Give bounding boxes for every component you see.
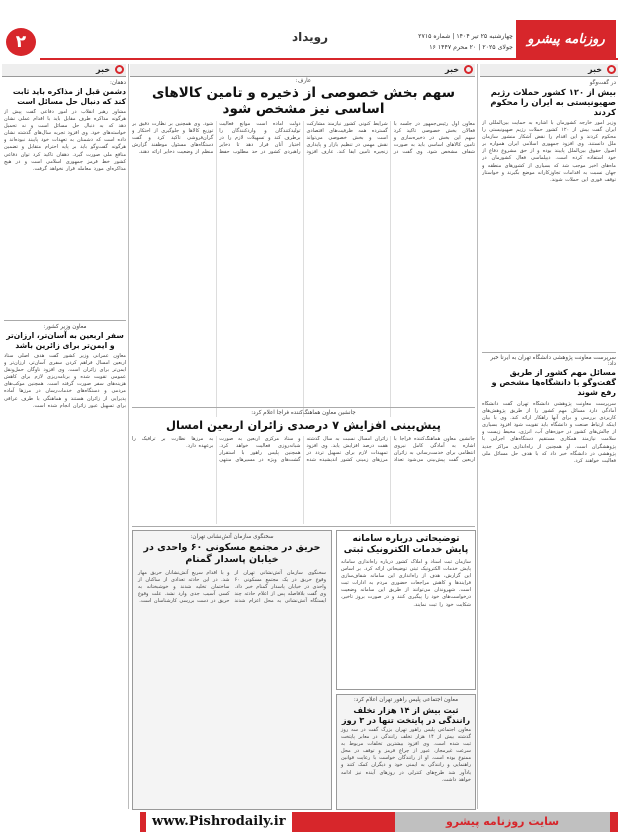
website-link[interactable]: www.Pishrodaily.ir (146, 812, 292, 832)
section-title: رویداد (291, 30, 329, 44)
story-headline: مسائل مهم کشور از طریق گفت‌وگو با دانشگاه‌ها مشخص و رفع شوند (491, 368, 616, 397)
story-body: سازمان ثبت اسناد و املاک کشور درباره راه‌اندازی سامانه پایش خدمات الکترونیک ثبتی توضیحاتی ارائه کرد. بر اساس این گزارش، هدف از راه‌اندازی این سامانه شفاف‌سازی فرایندها و کاهش مراجعات حضوری مردم به ادارات ثبت است. شهروندان می‌توانند از طریق این سامانه وضعیت درخواست‌های خود را پیگیری کنند و در صورت بروز تاخیر، شکایت خود را ثبت نمایند. (341, 559, 471, 608)
story-body: مشاور رهبر انقلاب در امور دفاعی گفت پیش از هرگونه مذاکره طرف مقابل باید با اقدام عملی نشان دهد که به دنبال حل مسائل است و نه تحمیل خواسته‌های خود. وی افزود تجربه سال‌های گذشته نشان داده است که دشمنان به تعهدات خود پایبند نبوده‌اند و هرگونه گفت‌وگو باید بر پایه احترام متقابل و تضمین منافع ملی صورت گیرد. دهقان تاکید کرد توان دفاعی کشور خط قرمز جمهوری اسلامی است و در هیچ مذاکره‌ای مورد معامله قرار نخواهد گرفت. (4, 109, 126, 172)
story-kicker: معاون اجتماعی پلیس راهور تهران اعلام کرد: (353, 697, 459, 703)
story-kicker: سرپرست معاونت پژوهشی دانشگاه تهران به ایرنا خبر داد: (490, 355, 616, 367)
story-headline: سفر اربعین به آسان‌تر، ارزان‌تر و ایمن‌تر برای زائرین باشد (6, 331, 124, 350)
bullet-icon (115, 65, 124, 74)
main-story (132, 78, 475, 417)
story-kicker: عارف: (295, 78, 312, 84)
traffic-violations-story (336, 694, 476, 810)
story-kicker: سخنگوی سازمان آتش‌نشانی تهران: (190, 534, 274, 540)
story-headline: دشمن قبل از مذاکره باید ثابت کند که دنبال حل مسائل است (12, 87, 126, 106)
right-column-story-1 (482, 80, 616, 362)
story-headline: بیش از ۱۲۰ کشور حملات رژیم صهیونیستی به ایران را محکوم کردند (490, 87, 616, 117)
issue-date-line: چهارشنبه ۲۵ تیر ۱۴۰۴ | شماره ۲۷۱۵ (418, 33, 513, 40)
fire-story (132, 530, 332, 810)
story-kicker: دهقان: (110, 80, 126, 86)
story-body: وزیر امور خارجه کشورمان با اشاره به حمایت بین‌المللی از ایران گفت بیش از ۱۲۰ کشور حملات رژیم صهیونیستی را محکوم کردند و این اقدام را نقض آشکار منشور سازمان ملل دانستند. وی افزود جمهوری اسلامی ایران همواره بر اصول حقوق بین‌الملل پایبند بوده و از حق مشروع دفاع از خود استفاده کرده است. دیپلماسی فعال کشورمان در ماه‌های اخیر موجب شد که بسیاری از کشورهای منطقه و جهان نسبت به اقدامات تجاوزکارانه موضع بگیرند و خواستار توقف فوری این حملات شوند. (482, 120, 616, 183)
story-kicker: جانشین معاون هماهنگ‌کننده فراجا اعلام کرد: (251, 410, 356, 416)
story-divider (4, 320, 126, 321)
column-divider (128, 64, 129, 809)
page-header (0, 0, 620, 60)
left-column-story-2 (4, 324, 126, 809)
newspaper-logo: روزنامه پیشرو (516, 20, 616, 60)
arbaeen-story (132, 410, 475, 524)
story-body: معاون عمرانی وزیر کشور گفت هدف اصلی ستاد اربعین امسال فراهم کردن سفری آسان‌تر، ارزان‌تر و ایمن‌تر برای زائران است. وی افزود ناوگان حمل‌ونقل عمومی تقویت شده و برنامه‌ریزی لازم برای کاهش هزینه‌های سفر صورت گرفته است. همچنین موکب‌های مردمی و دستگاه‌های خدمات‌رسان در مرزها آماده پذیرایی از زائران هستند و هماهنگی با طرف عراقی برای تسهیل عبور زائران انجام شده است. (4, 353, 126, 409)
left-column-story-1 (4, 80, 126, 305)
page-number-badge: ۲ (6, 28, 36, 56)
story-divider (132, 407, 475, 408)
bullet-icon (607, 65, 616, 74)
story-headline: حریق در مجتمع مسکونی ۶۰ واحدی در خیابان پاسدار گمنام (143, 542, 321, 565)
column-label-left: خبر (2, 64, 126, 77)
right-column-story-2 (482, 355, 616, 799)
story-body: سرپرست معاونت پژوهشی دانشگاه تهران گفت دانشگاه آمادگی دارد مسائل مهم کشور را از طریق پژوهش‌های کاربردی بررسی و برای آنها راهکار ارائه کند. وی با بیان اینکه ارتباط صنعت و دانشگاه باید تقویت شود افزود بسیاری از چالش‌های کشور در حوزه‌های آب، انرژی، محیط زیست و سلامت نیازمند همکاری مستقیم دستگاه‌های اجرایی با پژوهشگران است. او همچنین از راه‌اندازی مراکز جدید پژوهشی در دانشگاه خبر داد که با هدف حل مسائل ملی فعالیت خواهند کرد. (482, 401, 616, 464)
bullet-icon (464, 65, 473, 74)
header-divider (40, 58, 618, 60)
story-headline: توضیحاتی درباره سامانه پایش خدمات الکترونیک ثبتی (343, 534, 469, 555)
story-divider (132, 526, 475, 527)
column-label-middle: خبر (130, 64, 475, 77)
story-divider (482, 352, 616, 353)
story-kicker: در گفت‌وگو (589, 80, 616, 86)
footer-banner (140, 812, 618, 832)
story-body: معاون اجتماعی پلیس راهور تهران بزرگ گفت در سه روز گذشته بیش از ۱۴ هزار تخلف رانندگی در معابر پایتخت ثبت شده است. وی افزود بیشترین تخلفات مربوط به سرعت غیرمجاز، عبور از چراغ قرمز و توقف در محل ممنوع بوده است. او از رانندگان خواست با رعایت قوانین راهنمایی و رانندگی به ایمنی خود و دیگران کمک کنند و یادآور شد طرح‌های کنترلی در روزهای آینده نیز ادامه خواهد داشت. (341, 727, 472, 783)
electronic-services-story (336, 530, 476, 690)
story-body: سخنگوی سازمان آتش‌نشانی تهران از وقوع حریق در یک مجتمع مسکونی ۶۰ واحدی در خیابان پاسدار گمنام خبر داد. وی گفت بلافاصله پس از اعلام حادثه چند ایستگاه آتش‌نشانی به محل اعزام شدند و با اقدام سریع آتش‌نشانان حریق مهار شد. در این حادثه تعدادی از ساکنان از ساختمان تخلیه شدند و خوشبختانه به کسی آسیب جدی وارد نشد. علت وقوع حریق در دست بررسی کارشناسان است. (138, 570, 326, 605)
story-headline: پیش‌بینی افزایش ۷ درصدی زائران اربعین امسال (166, 418, 441, 432)
story-headline: ثبت بیش از ۱۴ هزار تخلف رانندگی در پایتخت تنها در ۳ روز (341, 705, 471, 725)
main-story-body: معاون اول رئیس‌جمهور در جلسه با فعالان بخش خصوصی تاکید کرد سهم این بخش در ذخیره‌سازی و تامین کالاهای اساسی باید به صورت شفاف مشخص شود. وی گفت در شرایط کنونی کشور نیازمند مشارکت گسترده همه ظرفیت‌های اقتصادی است و بخش خصوصی می‌تواند نقش مهمی در تنظیم بازار و پایداری زنجیره تامین ایفا کند. عارف افزود دولت آماده است موانع فعالیت تولیدکنندگان و واردکنندگان را برطرف کند و تسهیلات لازم را در اختیار آنان قرار دهد تا ذخایر راهبردی کشور در حد مطلوب حفظ شود. وی همچنین بر نظارت دقیق بر توزیع کالاها و جلوگیری از احتکار و گران‌فروشی تاکید کرد و گفت دستگاه‌های مسئول موظفند گزارش منظم از وضعیت ذخایر ارائه دهند. (132, 121, 475, 156)
website-banner-text: سایت روزنامه پیشرو (395, 812, 610, 832)
column-label-right: خبر (480, 64, 618, 77)
issue-date-line-gregorian: ۱۶ جولای ۲۰۲۵ | ۲۰ محرم ۱۴۴۷ (429, 44, 513, 51)
main-headline: سهم بخش خصوصی از ذخیره و تامین کالاهای اساسی نیز مشخص شود (151, 85, 455, 117)
story-kicker: معاون وزیر کشور: (43, 324, 87, 330)
column-divider (477, 64, 478, 809)
story-body: جانشین معاون هماهنگ‌کننده فراجا با اشاره به آمادگی کامل نیروی انتظامی برای خدمت‌رسانی به زائران اربعین گفت پیش‌بینی می‌شود تعداد زائران امسال نسبت به سال گذشته هفت درصد افزایش یابد. وی افزود تمهیدات لازم برای تسهیل تردد در مرزهای زمینی کشور اندیشیده شده و ستاد مرکزی اربعین به صورت شبانه‌روزی فعالیت خواهد کرد. همچنین پلیس راهور با استقرار گشت‌های ویژه در مسیرهای منتهی به مرزها نظارت بر ترافیک را برعهده دارد. (132, 436, 475, 464)
